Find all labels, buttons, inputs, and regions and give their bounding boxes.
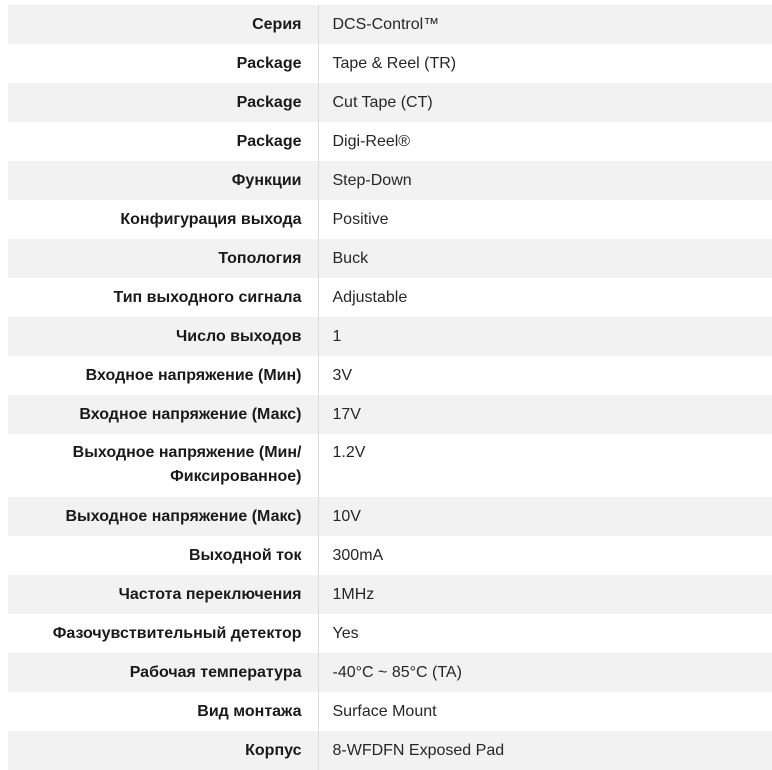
spec-row-switching-frequency: [8, 575, 772, 614]
spec-value: -40°C ~ 85°C (TA): [318, 653, 772, 692]
spec-row-package-ct: [8, 83, 772, 122]
spec-label: Package: [8, 122, 318, 161]
spec-value: Adjustable: [332, 288, 408, 306]
spec-label: Топология: [8, 239, 318, 278]
spec-value: Cut Tape (CT): [318, 83, 772, 122]
spec-row-mounting-type: [8, 692, 772, 731]
spec-value: Positive: [332, 210, 389, 228]
spec-row-package-digireel: [8, 122, 772, 161]
spec-value: DCS-Control™: [318, 5, 772, 44]
spec-label: Тип выходного сигнала: [8, 278, 318, 317]
spec-value: 1: [318, 317, 772, 356]
spec-value: 8-WFDFN Exposed Pad: [318, 731, 772, 770]
spec-row-output-configuration: [8, 200, 772, 239]
spec-label: Число выходов: [8, 317, 318, 356]
spec-value: 300mA: [332, 546, 384, 564]
spec-label: Фазочувствительный детектор: [8, 614, 318, 653]
spec-table-body: [8, 5, 772, 770]
spec-label: Функции: [8, 161, 318, 200]
spec-value: Digi-Reel®: [332, 132, 411, 150]
spec-row-output-type: [8, 278, 772, 317]
spec-value: 1MHz: [318, 575, 772, 614]
spec-row-topology: [8, 239, 772, 278]
spec-value: Surface Mount: [332, 702, 437, 720]
spec-row-phase-detector: [8, 614, 772, 653]
spec-label: Выходной ток: [8, 536, 318, 575]
spec-label: Package: [8, 44, 318, 83]
spec-row-input-voltage-min: [8, 356, 772, 395]
spec-label: Выходное напряжение (Мин/ Фиксированное): [8, 434, 318, 497]
spec-label: Вид монтажа: [8, 692, 318, 731]
spec-label: Входное напряжение (Макс): [8, 395, 318, 434]
spec-value: 3V: [332, 366, 353, 384]
spec-value: Yes: [332, 624, 359, 642]
spec-label: Входное напряжение (Мин): [8, 356, 318, 395]
spec-row-output-voltage-min-fixed: [8, 434, 772, 497]
spec-row-output-voltage-max: [8, 497, 772, 536]
spec-table: [8, 5, 772, 770]
spec-label: Рабочая температура: [8, 653, 318, 692]
spec-row-package-case: [8, 731, 772, 770]
spec-label: Корпус: [8, 731, 318, 770]
spec-label: Частота переключения: [8, 575, 318, 614]
spec-row-input-voltage-max: [8, 395, 772, 434]
spec-value: Buck: [318, 239, 772, 278]
spec-label: Package: [8, 83, 318, 122]
spec-value: 10V: [318, 497, 772, 536]
spec-row-number-of-outputs: [8, 317, 772, 356]
spec-label: Выходное напряжение (Макс): [8, 497, 318, 536]
spec-value: 1.2V: [332, 444, 366, 461]
spec-value: Tape & Reel (TR): [332, 54, 457, 72]
spec-row-functions: [8, 161, 772, 200]
spec-value: Step-Down: [318, 161, 772, 200]
spec-row-operating-temperature: [8, 653, 772, 692]
spec-row-output-current: [8, 536, 772, 575]
spec-label: Серия: [8, 5, 318, 44]
spec-row-series: [8, 5, 772, 44]
spec-label: Конфигурация выхода: [8, 200, 318, 239]
spec-value: 17V: [318, 395, 772, 434]
spec-row-package-tr: [8, 44, 772, 83]
